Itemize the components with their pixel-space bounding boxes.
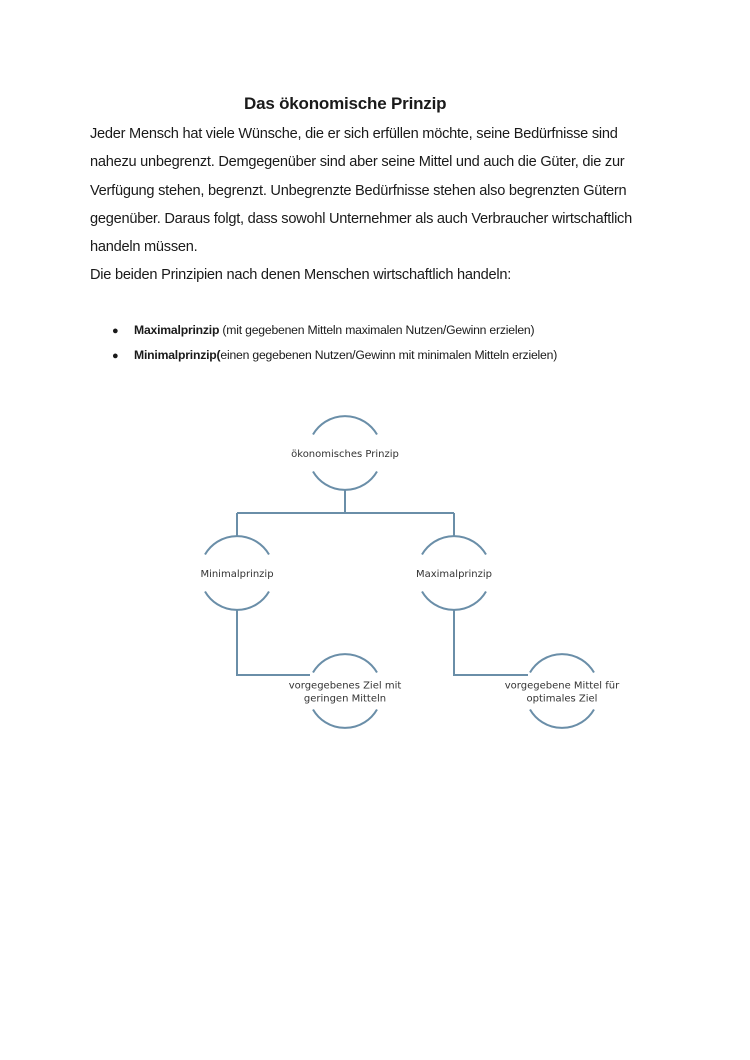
node-arc-top	[205, 536, 269, 554]
node-vorgegebene-mittel	[505, 654, 620, 728]
paragraph-line: Verfügung stehen, begrenzt. Unbegrenzte Bedürfnisse stehen also begrenzten Gütern	[90, 182, 627, 199]
node-label: optimales Ziel	[526, 693, 598, 705]
connector-line	[237, 610, 310, 675]
bullet-term: Maximalprinzip	[134, 323, 220, 337]
node-vorgegebenes-ziel	[289, 654, 402, 728]
bullet-term: Minimalprinzip(	[134, 348, 221, 362]
bullet-text: einen gegebenen Nutzen/Gewinn mit minimalen Mitteln erzielen)	[220, 348, 558, 362]
node-label: Minimalprinzip	[200, 569, 274, 580]
bullet-icon: ●	[112, 350, 119, 362]
connector-lines	[237, 489, 528, 675]
node-arc-top	[422, 536, 486, 554]
node-label: geringen Mitteln	[303, 693, 387, 705]
node-arc-bottom	[313, 710, 377, 728]
node-arc-top	[313, 416, 377, 434]
node-arc-top	[530, 654, 594, 672]
paragraph-line: gegenüber. Daraus folgt, dass sowohl Unternehmer als auch Verbraucher wirtschaftlich	[90, 210, 632, 227]
node-arc-top	[313, 654, 377, 672]
node-label: vorgegebene Mittel für	[504, 680, 620, 692]
page-title: Das ökonomische Prinzip	[244, 94, 447, 113]
node-oekonomisches-prinzip	[291, 416, 399, 490]
node-label: ökonomisches Prinzip	[291, 449, 399, 460]
node-arc-bottom	[530, 710, 594, 728]
connector-line	[454, 610, 528, 675]
bullet-text: (mit gegebenen Mitteln maximalen Nutzen/Gewinn erzielen)	[219, 323, 535, 337]
paragraph-line: Die beiden Prinzipien nach denen Menschen wirtschaftlich handeln:	[90, 267, 512, 284]
node-minimalprinzip	[200, 536, 273, 610]
paragraph-line: nahezu unbegrenzt. Demgegenüber sind aber seine Mittel und auch die Güter, die zur	[90, 154, 625, 171]
node-arc-bottom	[205, 592, 269, 610]
node-label: vorgegebenes Ziel mit	[288, 680, 402, 692]
node-label: Maximalprinzip	[415, 569, 493, 580]
paragraph-line: Jeder Mensch hat viele Wünsche, die er sich erfüllen möchte, seine Bedürfnisse sind	[90, 126, 618, 142]
node-arc-bottom	[422, 592, 486, 610]
paragraph-line: handeln müssen.	[90, 239, 198, 256]
bullet-icon: ●	[112, 325, 119, 337]
node-maximalprinzip	[416, 536, 492, 610]
node-arc-bottom	[313, 472, 377, 490]
